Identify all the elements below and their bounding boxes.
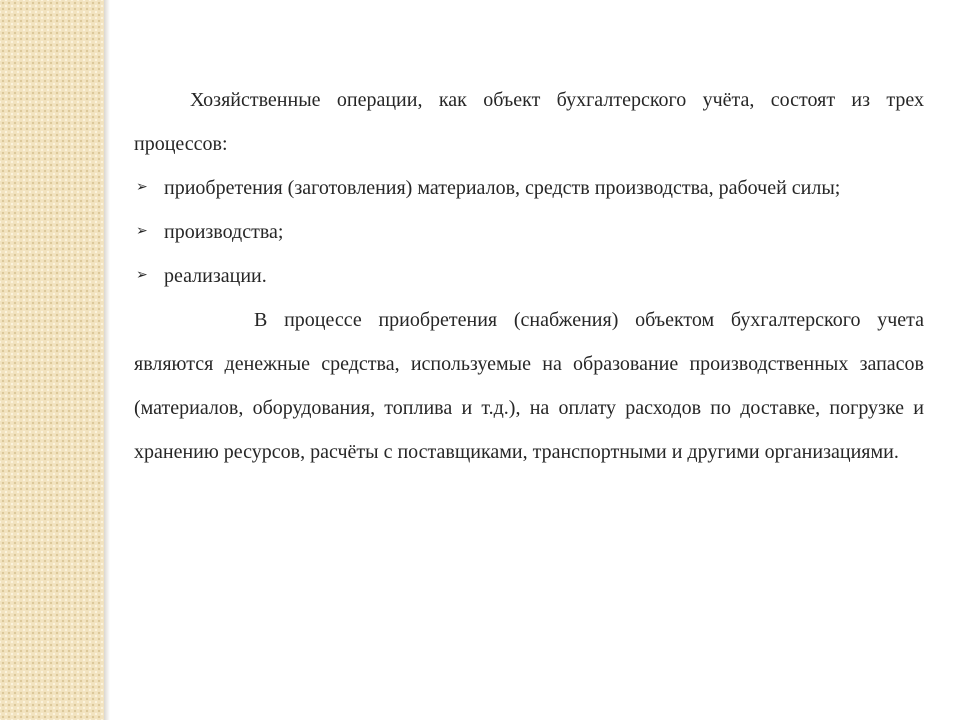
list-item-text: приобретения (заготовления) материалов, средств производства, рабочей силы; xyxy=(164,177,841,199)
list-item xyxy=(134,254,924,298)
slide-content xyxy=(134,78,924,474)
arrow-bullet-icon: ➢ xyxy=(136,224,148,239)
list-item-text: реализации. xyxy=(164,265,267,287)
list-item xyxy=(134,210,924,254)
process-list xyxy=(134,166,924,298)
list-item xyxy=(134,166,924,210)
arrow-bullet-icon: ➢ xyxy=(136,180,148,195)
intro-paragraph: Хозяйственные операции, как объект бухгалтерского учёта, состоят из трех процессов: xyxy=(134,89,924,155)
list-item-text: производства; xyxy=(164,221,284,243)
side-band-shadow xyxy=(104,0,110,720)
decorative-side-band xyxy=(0,0,104,720)
main-paragraph: В процессе приобретения (снабжения) объектом бухгалтерского учета являются денежные средства, используемые на образование производственных запасов (материалов, оборудования, топлива и т.д.), на оплату расходов по доставке, погрузке и хранению ресурсов, расчёты с поставщиками, транспортными и другими организациями. xyxy=(134,309,924,463)
arrow-bullet-icon: ➢ xyxy=(136,268,148,283)
